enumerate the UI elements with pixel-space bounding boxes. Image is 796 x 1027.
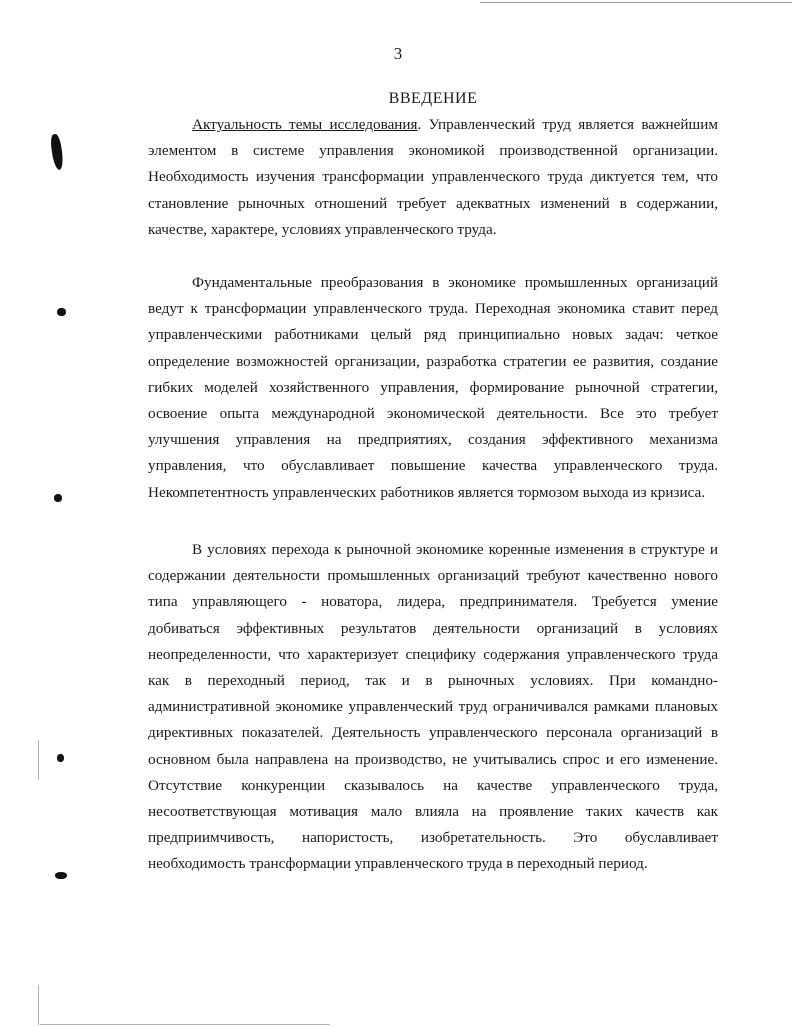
page-number: 3 bbox=[393, 44, 403, 63]
scan-top-rule bbox=[480, 2, 792, 3]
section-title: ВВЕДЕНИЕ bbox=[388, 90, 478, 107]
scan-binding-mark-1 bbox=[50, 133, 65, 170]
scan-bottom-rule bbox=[40, 1024, 330, 1025]
paragraph-text: . Управленческий труд является важнейшим элементом в системе управления экономикой производственной организации. Необходимость изучения трансформации управленческого труда диктуется тем, что становление рыночных отношений требует адекватных изменений в содержании, качестве, характере, условиях управленческого труда. bbox=[148, 116, 718, 238]
paragraph-relevance bbox=[148, 112, 718, 243]
paragraph-market-conditions: В условиях перехода к рыночной экономике коренные изменения в структуре и содержании деятельности промышленных организаций требуют качественно нового типа управляющего - новатора, лидера, предпринимателя. Требуется умение добиваться эффективных результатов деятельности организаций в условиях неопределенности, что характеризует специфику содержания управленческого труда как в переходный период, так и в рыночных условиях. При командно-административной экономике управленческий труд ограничивался рамками плановых директивных показателей. Деятельность управленческого персонала организаций в основном была направлена на производство, не учитывались спрос и его изменение. Отсутствие конкуренции сказывалось на качестве управленческого труда, несоответствующая мотивация мало влияла на проявление таких качеств как предприимчивость, напористость, изобретательность. Это обуславливает необходимость трансформации управленческого труда в переходный период. bbox=[148, 541, 718, 873]
scan-binding-mark-4 bbox=[57, 754, 64, 762]
scan-binding-mark-2 bbox=[57, 308, 66, 316]
scan-binding-mark-3 bbox=[54, 494, 62, 502]
scan-edge-line-1 bbox=[38, 740, 39, 780]
scan-edge-line-2 bbox=[38, 985, 39, 1025]
scan-binding-mark-5 bbox=[55, 872, 67, 879]
paragraph-lead-phrase: Актуальность темы исследования bbox=[192, 116, 418, 133]
paragraph-transformations: Фундаментальные преобразования в экономике промышленных организаций ведут к трансформации управленческого труда. Переходная экономика ставит перед управленческими работниками целый ряд принципиально новых задач: четкое определение возможностей организации, разработка стратегии ее развития, создание гибких моделей хозяйственного управления, формирование рыночной стратегии, освоение опыта международной экономической деятельности. Все это требует улучшения управления на предприятиях, создания эффективного механизма управления, что обуславливает повышение качества управленческого труда. Некомпетентность управленческих работников является тормозом выхода из кризиса. bbox=[148, 274, 718, 501]
